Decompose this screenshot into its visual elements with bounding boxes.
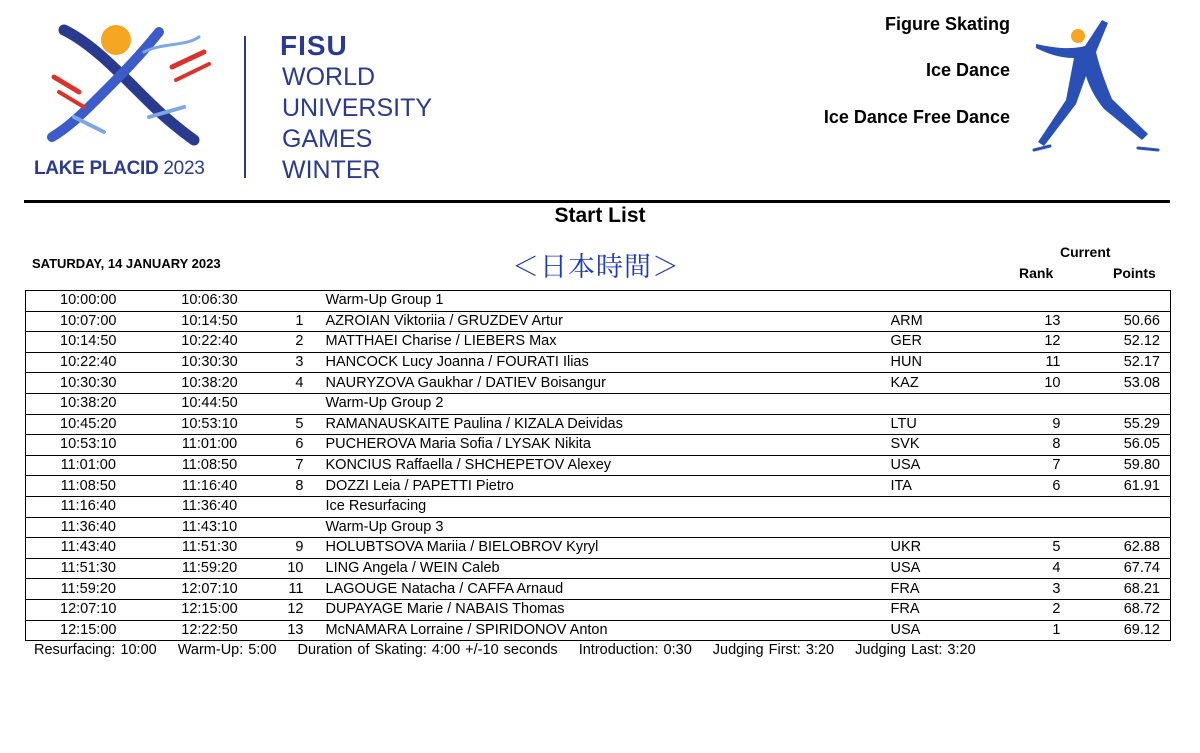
start-list-table (25, 290, 1171, 641)
ice-dancer-pictogram-icon (1030, 14, 1165, 156)
rank-cell: 10 (1001, 373, 1061, 394)
start-number-cell: 1 (269, 311, 314, 332)
points-cell: 50.66 (1061, 311, 1171, 332)
table-row (26, 455, 1171, 476)
points-cell: 61.91 (1061, 476, 1171, 497)
couple-name-cell: MATTHAEI Charise / LIEBERS Max (314, 332, 891, 353)
page-title: Start List (554, 204, 646, 227)
end-time-cell: 10:30:30 (151, 352, 269, 373)
table-row (26, 620, 1171, 641)
nation-cell: USA (891, 558, 1001, 579)
start-number-cell (269, 517, 314, 538)
table-row (26, 476, 1171, 497)
table-row (26, 517, 1171, 538)
start-number-cell: 11 (269, 579, 314, 600)
event-sport: Figure Skating (884, 14, 1010, 34)
points-cell (1061, 291, 1171, 312)
couple-name-cell: RAMANAUSKAITE Paulina / KIZALA Deividas (314, 414, 891, 435)
nation-cell (891, 517, 1001, 538)
points-cell: 62.88 (1061, 538, 1171, 559)
lake-placid-logo-mark (44, 22, 214, 147)
end-time-cell: 11:43:10 (151, 517, 269, 538)
start-number-cell: 13 (269, 620, 314, 641)
couple-name-cell: KONCIUS Raffaella / SHCHEPETOV Alexey (314, 455, 891, 476)
end-time-cell: 10:14:50 (151, 311, 269, 332)
start-number-cell: 8 (269, 476, 314, 497)
table-row (26, 373, 1171, 394)
points-cell: 52.12 (1061, 332, 1171, 353)
start-time-cell: 10:45:20 (26, 414, 151, 435)
rank-cell: 8 (1001, 435, 1061, 456)
rank-cell: 12 (1001, 332, 1061, 353)
nation-cell: KAZ (891, 373, 1001, 394)
fisu-line-2: UNIVERSITY (282, 94, 433, 122)
points-cell (1061, 496, 1171, 517)
table-row (26, 414, 1171, 435)
rank-cell: 11 (1001, 352, 1061, 373)
fisu-line-1: WORLD (282, 63, 376, 91)
start-time-cell: 10:38:20 (26, 393, 151, 414)
table-row (26, 496, 1171, 517)
table-row (26, 352, 1171, 373)
rank-cell (1001, 291, 1061, 312)
fisu-line-4: WINTER (282, 156, 381, 184)
couple-name-cell: Ice Resurfacing (314, 496, 891, 517)
end-time-cell: 11:59:20 (151, 558, 269, 579)
footer-judging-last: Judging Last: 3:20 (855, 642, 976, 658)
points-cell (1061, 393, 1171, 414)
rank-cell: 4 (1001, 558, 1061, 579)
nation-cell: UKR (891, 538, 1001, 559)
nation-cell: GER (891, 332, 1001, 353)
end-time-cell: 10:38:20 (151, 373, 269, 394)
points-cell: 67.74 (1061, 558, 1171, 579)
nation-cell: ITA (891, 476, 1001, 497)
end-time-cell: 12:15:00 (151, 599, 269, 620)
start-time-cell: 10:53:10 (26, 435, 151, 456)
start-number-cell: 12 (269, 599, 314, 620)
points-cell: 55.29 (1061, 414, 1171, 435)
header-rule (24, 200, 1170, 203)
table-row (26, 393, 1171, 414)
table-row (26, 538, 1171, 559)
end-time-cell: 12:22:50 (151, 620, 269, 641)
couple-name-cell: HANCOCK Lucy Joanna / FOURATI Ilias (314, 352, 891, 373)
start-time-cell: 10:14:50 (26, 332, 151, 353)
couple-name-cell: DOZZI Leia / PAPETTI Pietro (314, 476, 891, 497)
table-row (26, 558, 1171, 579)
logo-sun-icon (101, 25, 131, 55)
end-time-cell: 10:06:30 (151, 291, 269, 312)
fisu-wordmark: FISU (280, 30, 348, 61)
rank-cell (1001, 517, 1061, 538)
column-header-points: Points (1113, 265, 1156, 281)
end-time-cell: 11:51:30 (151, 538, 269, 559)
start-time-cell: 11:36:40 (26, 517, 151, 538)
couple-name-cell: LAGOUGE Natacha / CAFFA Arnaud (314, 579, 891, 600)
start-number-cell: 3 (269, 352, 314, 373)
end-time-cell: 11:36:40 (151, 496, 269, 517)
japan-time-note: ＜日本時間＞ (512, 252, 680, 283)
table-row (26, 435, 1171, 456)
couple-name-cell: McNAMARA Lorraine / SPIRIDONOV Anton (314, 620, 891, 641)
couple-name-cell: Warm-Up Group 3 (314, 517, 891, 538)
couple-name-cell: NAURYZOVA Gaukhar / DATIEV Boisangur (314, 373, 891, 394)
start-number-cell (269, 291, 314, 312)
nation-cell (891, 496, 1001, 517)
start-time-cell: 11:59:20 (26, 579, 151, 600)
start-number-cell (269, 496, 314, 517)
start-number-cell: 6 (269, 435, 314, 456)
points-cell: 68.72 (1061, 599, 1171, 620)
rank-cell: 5 (1001, 538, 1061, 559)
logo-divider (244, 36, 246, 178)
points-cell (1061, 517, 1171, 538)
table-row (26, 291, 1171, 312)
couple-name-cell: HOLUBTSOVA Mariia / BIELOBROV Kyryl (314, 538, 891, 559)
rank-cell: 7 (1001, 455, 1061, 476)
end-time-cell: 11:08:50 (151, 455, 269, 476)
rank-cell: 6 (1001, 476, 1061, 497)
points-cell: 53.08 (1061, 373, 1171, 394)
points-cell: 56.05 (1061, 435, 1171, 456)
nation-cell: FRA (891, 599, 1001, 620)
start-time-cell: 12:07:10 (26, 599, 151, 620)
start-number-cell: 7 (269, 455, 314, 476)
nation-cell (891, 291, 1001, 312)
start-time-cell: 11:43:40 (26, 538, 151, 559)
couple-name-cell: DUPAYAGE Marie / NABAIS Thomas (314, 599, 891, 620)
event-date: SATURDAY, 14 JANUARY 2023 (32, 256, 221, 271)
table-row (26, 599, 1171, 620)
nation-cell: USA (891, 620, 1001, 641)
logo-year: 2023 (163, 158, 205, 179)
end-time-cell: 10:53:10 (151, 414, 269, 435)
rank-cell (1001, 393, 1061, 414)
footer-duration: Duration of Skating: 4:00 +/-10 seconds (297, 642, 558, 658)
nation-cell: USA (891, 455, 1001, 476)
start-time-cell: 10:22:40 (26, 352, 151, 373)
couple-name-cell: LING Angela / WEIN Caleb (314, 558, 891, 579)
logo-place-name: LAKE PLACID 2023 (34, 158, 205, 179)
start-number-cell: 5 (269, 414, 314, 435)
points-cell: 52.17 (1061, 352, 1171, 373)
start-time-cell: 10:30:30 (26, 373, 151, 394)
footer-warmup: Warm-Up: 5:00 (177, 642, 277, 658)
footer-introduction: Introduction: 0:30 (578, 642, 692, 658)
points-cell: 68.21 (1061, 579, 1171, 600)
end-time-cell: 11:01:00 (151, 435, 269, 456)
start-number-cell: 4 (269, 373, 314, 394)
start-time-cell: 11:16:40 (26, 496, 151, 517)
table-row (26, 311, 1171, 332)
start-number-cell: 9 (269, 538, 314, 559)
couple-name-cell: PUCHEROVA Maria Sofia / LYSAK Nikita (314, 435, 891, 456)
start-number-cell (269, 393, 314, 414)
points-cell: 59.80 (1061, 455, 1171, 476)
nation-cell: LTU (891, 414, 1001, 435)
points-cell: 69.12 (1061, 620, 1171, 641)
nation-cell: SVK (891, 435, 1001, 456)
footer-resurfacing: Resurfacing: 10:00 (34, 642, 157, 658)
nation-cell: ARM (891, 311, 1001, 332)
column-header-current: Current (1060, 244, 1111, 260)
table-row (26, 579, 1171, 600)
couple-name-cell: AZROIAN Viktoriia / GRUZDEV Artur (314, 311, 891, 332)
rank-cell (1001, 496, 1061, 517)
end-time-cell: 10:22:40 (151, 332, 269, 353)
start-time-cell: 11:08:50 (26, 476, 151, 497)
rank-cell: 9 (1001, 414, 1061, 435)
nation-cell (891, 393, 1001, 414)
end-time-cell: 11:16:40 (151, 476, 269, 497)
end-time-cell: 10:44:50 (151, 393, 269, 414)
footer-judging-first: Judging First: 3:20 (712, 642, 835, 658)
start-time-cell: 10:07:00 (26, 311, 151, 332)
rank-cell: 3 (1001, 579, 1061, 600)
rank-cell: 2 (1001, 599, 1061, 620)
nation-cell: HUN (891, 352, 1001, 373)
couple-name-cell: Warm-Up Group 1 (314, 291, 891, 312)
table-row (26, 332, 1171, 353)
event-segment: Ice Dance Free Dance (823, 107, 1010, 127)
timing-footer (34, 642, 992, 658)
start-time-cell: 10:00:00 (26, 291, 151, 312)
fisu-line-3: GAMES (282, 125, 373, 153)
rank-cell: 13 (1001, 311, 1061, 332)
start-time-cell: 11:01:00 (26, 455, 151, 476)
start-number-cell: 2 (269, 332, 314, 353)
start-time-cell: 11:51:30 (26, 558, 151, 579)
rank-cell: 1 (1001, 620, 1061, 641)
start-time-cell: 12:15:00 (26, 620, 151, 641)
nation-cell: FRA (891, 579, 1001, 600)
end-time-cell: 12:07:10 (151, 579, 269, 600)
event-discipline: Ice Dance (925, 60, 1010, 80)
couple-name-cell: Warm-Up Group 2 (314, 393, 891, 414)
start-number-cell: 10 (269, 558, 314, 579)
column-header-rank: Rank (1019, 265, 1054, 281)
